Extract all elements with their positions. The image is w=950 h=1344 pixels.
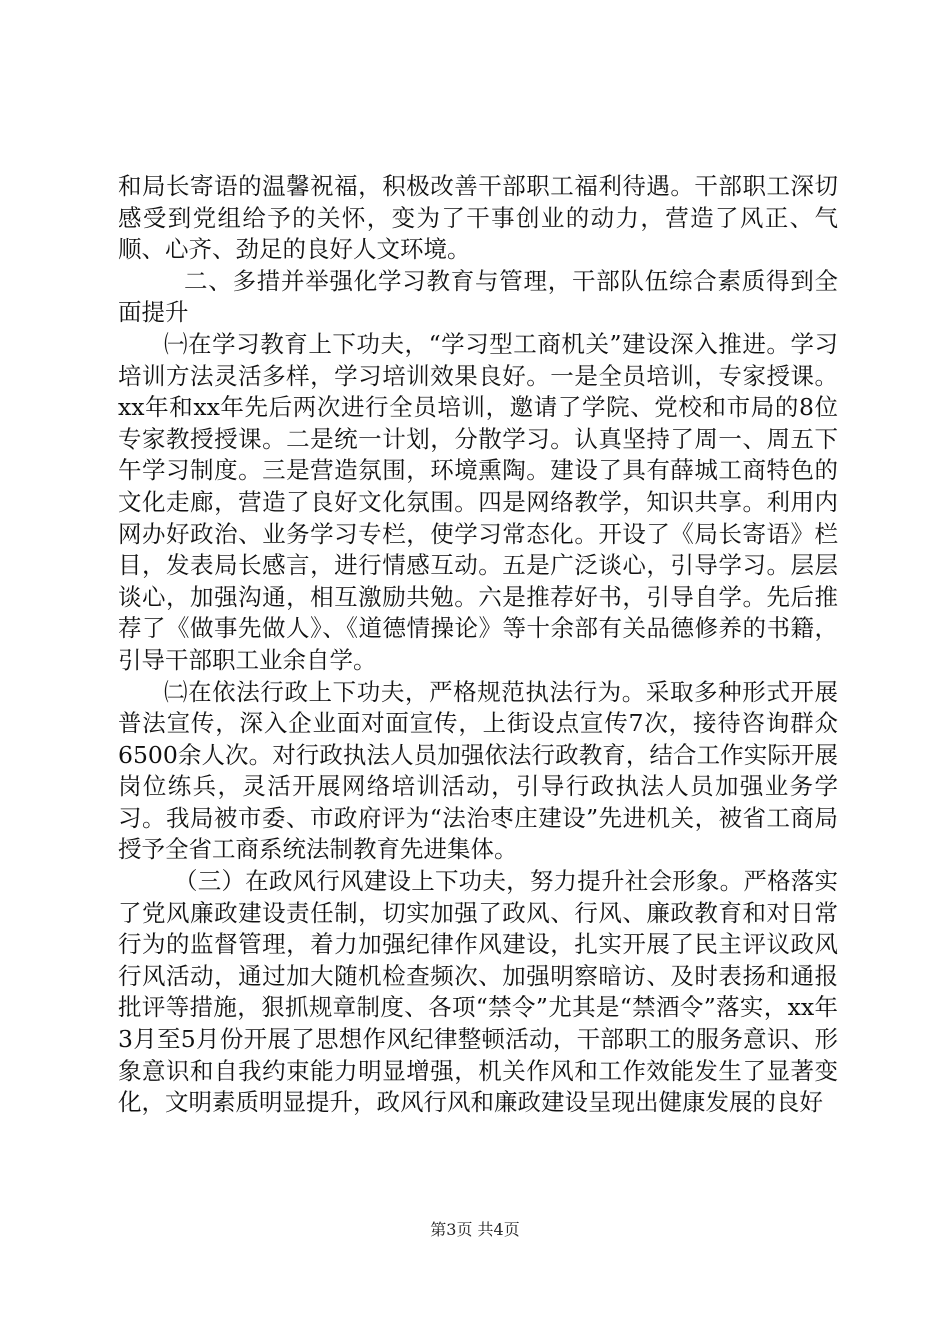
section-heading: 二、多措并举强化学习教育与管理，干部队伍综合素质得到全面提升: [118, 266, 838, 327]
paragraph-law-administration: ㈡在依法行政上下功夫，严格规范执法行为。采取多种形式开展普法宣传，深入企业面对面宣传，上街设点宣传7次，接待咨询群众6500余人次。对行政执法人员加强依法行政教育，结合工作实际开展岗位练兵，灵活开展网络培训活动，引导行政执法人员加强业务学习。我局被市委、市政府评为“法治枣庄建设”先进机关，被省工商局授予全省工商系统法制教育先进集体。: [118, 677, 838, 864]
page-number-footer: 第3页 共4页: [430, 1220, 520, 1239]
document-body: [118, 171, 838, 1119]
paragraph-continuation: 和局长寄语的温馨祝福，积极改善干部职工福利待遇。干部职工深切感受到党组给予的关怀，变为了干事创业的动力，营造了风正、气顺、心齐、劲足的良好人文环境。: [118, 172, 838, 264]
paragraph-conduct-building: （三）在政风行风建设上下功夫，努力提升社会形象。严格落实了党风廉政建设责任制，切实加强了政风、行风、廉政教育和对日常行为的监督管理，着力加强纪律作风建设，扎实开展了民主评议政风行风活动，通过加大随机检查频次、加强明察暗访、及时表扬和通报批评等措施，狠抓规章制度、各项“禁令”尤其是“禁酒令”落实，xx年3月至5月份开展了思想作风纪律整顿活动，干部职工的服务意识、形象意识和自我约束能力明显增强，机关作风和工作效能发生了显著变化，文明素质明显提升，政风行风和廉政建设呈现出健康发展的良好: [118, 867, 838, 1117]
paragraph-study-education: ㈠在学习教育上下功夫，“学习型工商机关”建设深入推进。学习培训方法灵活多样，学习培训效果良好。一是全员培训，专家授课。xx年和xx年先后两次进行全员培训，邀请了学院、党校和市局的8位专家教授授课。二是统一计划，分散学习。认真坚持了周一、周五下午学习制度。三是营造氛围，环境熏陶。建设了具有薛城工商特色的文化走廊，营造了良好文化氛围。四是网络教学，知识共享。利用内网办好政治、业务学习专栏，使学习常态化。开设了《局长寄语》栏目，发表局长感言，进行情感互动。五是广泛谈心，引导学习。层层谈心，加强沟通，相互激励共勉。六是推荐好书，引导自学。先后推荐了《做事先做人》、《道德情操论》等十余部有关品德修养的书籍，引导干部职工业余自学。: [118, 329, 838, 674]
